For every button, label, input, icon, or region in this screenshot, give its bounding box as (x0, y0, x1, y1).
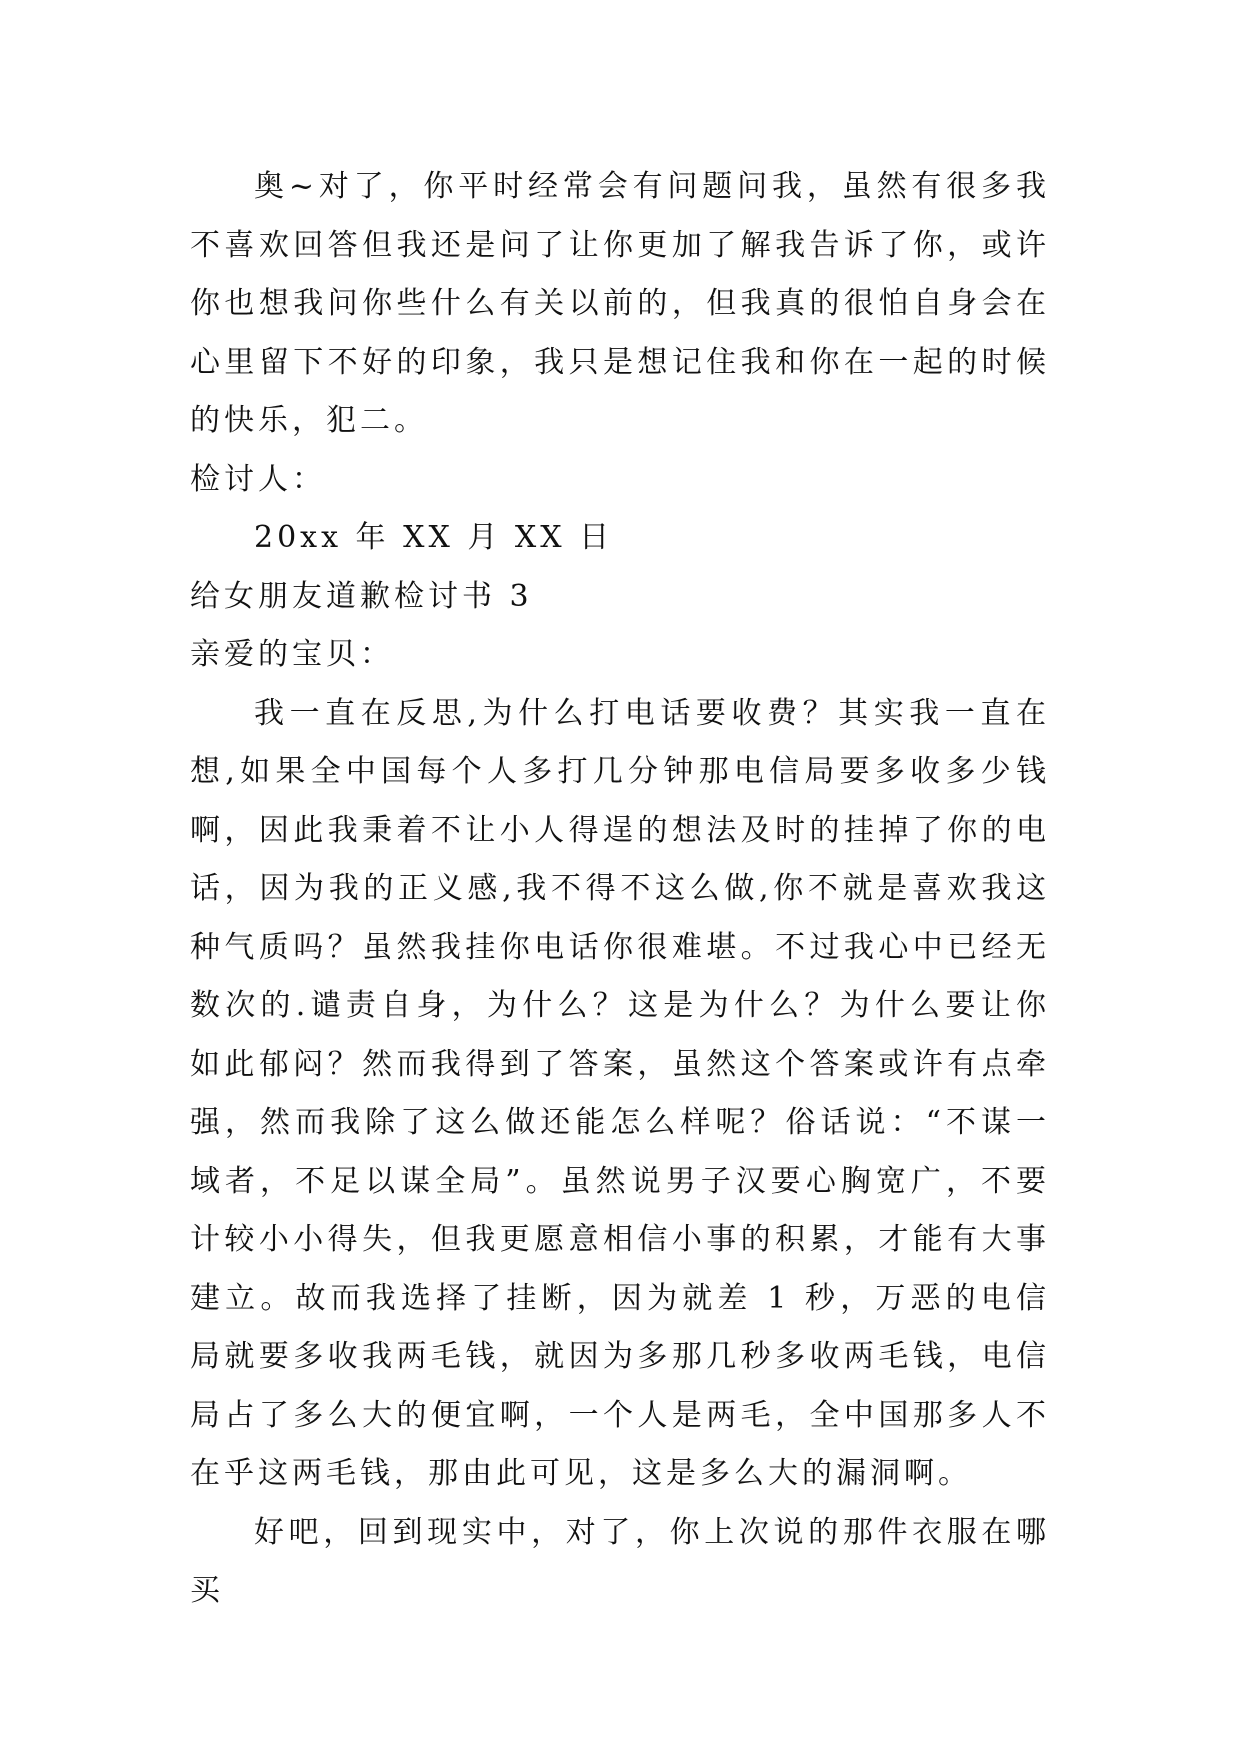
date-line: 20xx 年 XX 月 XX 日 (254, 520, 614, 555)
section-title: 给女朋友道歉检讨书 3 (190, 578, 533, 614)
signer-label: 检讨人： (190, 461, 326, 497)
paragraph: 我一直在反思,为什么打电话要收费？其实我一直在想,如果全中国每个人多打几分钟那电信局要多收多少钱啊，因此我秉着不让小人得逞的想法及时的挂掉了你的电话，因为我的正义感,我不得不这么做,你不就是喜欢我这种气质吗？虽然我挂你电话你很难堪。不过我心中已经无数次的.谴责自身，为什么？这是为什么？为什么要让你如此郁闷？然而我得到了答案，虽然这个答案或许有点牵强，然而我除了这么做还能怎么样呢？俗话说：“不谋一域者，不足以谋全局”。虽然说男子汉要心胸宽广，不要计较小小得失，但我更愿意相信小事的积累，才能有大事建立。故而我选择了挂断，因为就差 1 秒，万恶的电信局就要多收我两毛钱，就因为多那几秒多收两毛钱，电信局占了多么大的便宜啊，一个人是两毛，全中国那多人不在乎这两毛钱，那由此可见，这是多么大的漏洞啊。 (190, 695, 1050, 1491)
salutation: 亲爱的宝贝： (190, 637, 394, 672)
paragraph: 好吧，回到现实中，对了，你上次说的那件衣服在哪买 (190, 1514, 1050, 1608)
document-body (190, 158, 1050, 1621)
paragraph: 奥~对了，你平时经常会有问题问我，虽然有很多我不喜欢回答但我还是问了让你更加了解我告诉了你，或许你也想我问你些什么有关以前的，但我真的很怕自身会在心里留下不好的印象，我只是想记住我和你在一起的时候的快乐，犯二。 (190, 169, 1050, 438)
